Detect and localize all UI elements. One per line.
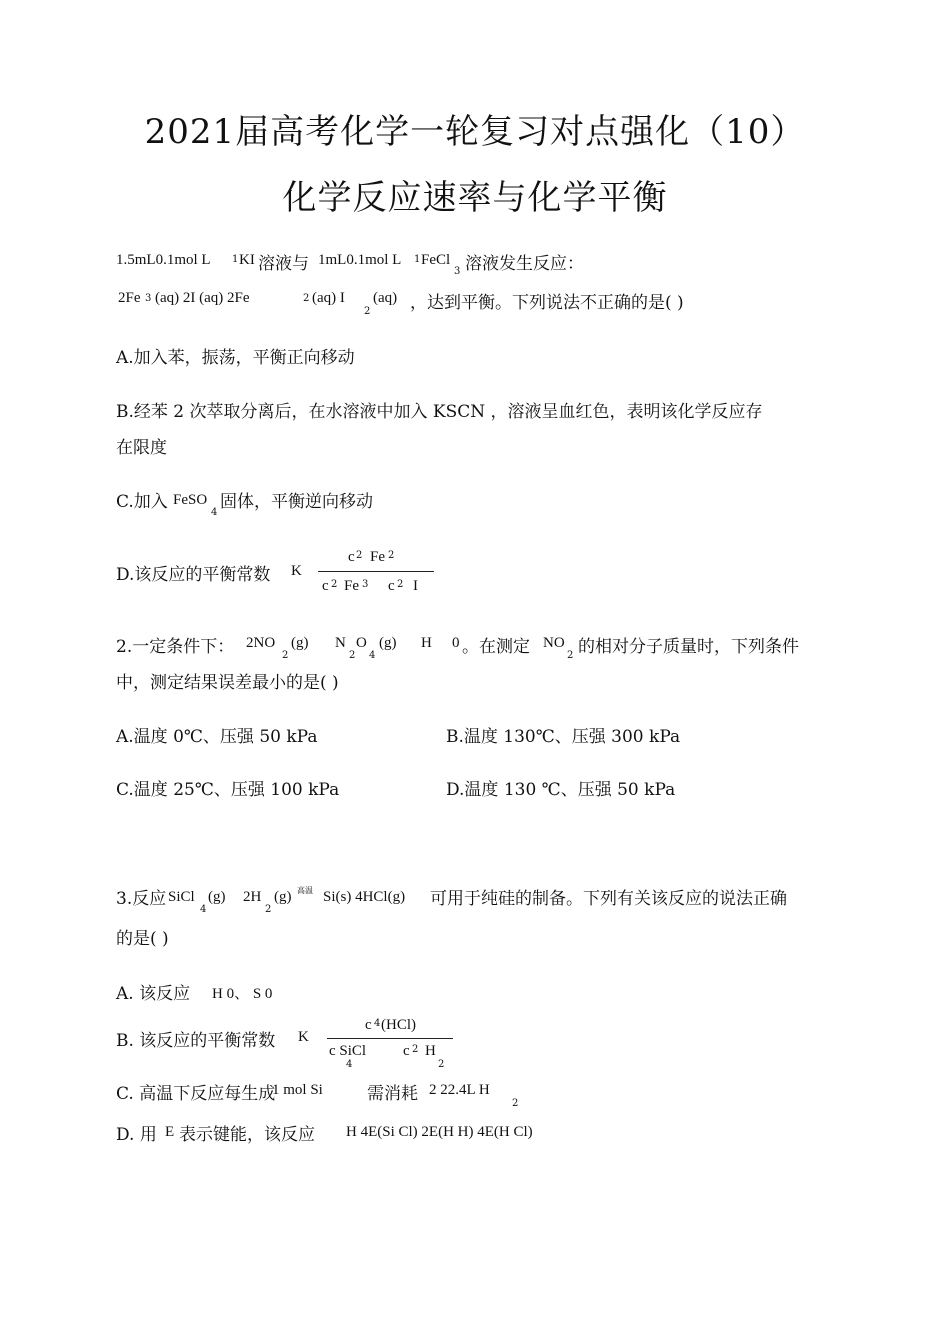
q2-option-c: C.温度 25℃、压强 100 kPa [116,780,340,800]
q1-option-d: D.该反应的平衡常数 [116,565,271,585]
q3-frac-sub: 4 [346,1059,353,1070]
q3-option-b: B. 该反应的平衡常数 [116,1031,276,1051]
q1-frac-den: c [322,578,329,594]
q3-option-c-formula: 2 22.4L H [429,1082,490,1098]
q1-frac-sup: 2 [388,550,395,561]
q1-option-c: C.加入 [116,492,168,512]
q1-subscript: 4 [211,507,218,518]
q3-frac-num: c [365,1017,372,1033]
q1-superscript: 2 [303,293,310,304]
q3-option-d-symbol: E [165,1124,175,1140]
q3-equation: 2H [243,889,262,905]
q3-frac-sub: 2 [438,1059,445,1070]
q3-text: 3.反应 [116,889,167,909]
q1-option-b: B.经苯 2 次萃取分离后，在水溶液中加入 KSCN ，溶液呈血红色，表明该化学反应存 [116,402,763,422]
q3-text: 可用于纯硅的制备。下列有关该反应的说法正确 [430,889,787,909]
q3-frac-num: (HCl) [381,1017,416,1033]
q2-text-line2: 中，测定结果误差最小的是( ) [116,673,339,693]
q1-equation: (aq) I [312,290,345,306]
q3-frac-den: H [425,1043,436,1059]
q3-subscript: 4 [200,904,207,915]
q3-option-c-text: 需消耗 [367,1084,418,1104]
q1-equation: (aq) [373,290,398,306]
q2-equation: (g) [379,635,397,651]
q3-option-a-formula: H 0、 S 0 [212,986,273,1002]
q2-subscript: 2 [567,650,574,661]
q2-equation: N [335,635,346,651]
q3-option-d: D. 用 [116,1125,157,1145]
q2-equation: 2NO [246,635,276,651]
q3-frac-sup: 4 [374,1018,381,1029]
q1-superscript: 3 [145,293,152,304]
q1-question-text: ，达到平衡。下列说法不正确的是( ) [410,293,684,313]
q1-option-c-formula: FeSO [173,492,208,508]
q3-option-a: A. 该反应 [116,984,191,1004]
q2-equation: H [421,635,432,651]
q1-frac-num: Fe [370,549,385,565]
q3-equation: (g) [208,889,226,905]
q1-text: KI [239,252,255,268]
q1-equation: 2Fe [118,290,141,306]
q1-frac-sup: 2 [331,579,338,590]
q3-equation: SiCl [168,889,195,905]
q3-equation: Si(s) 4HCl(g) [323,889,406,905]
q1-option-b-cont: 在限度 [116,438,167,458]
q1-option-d-k: K [291,563,302,579]
q3-option-d-formula: H 4E(Si Cl) 2E(H H) 4E(H Cl) [346,1124,533,1140]
q3-frac-sup: 2 [412,1044,419,1055]
q1-frac-num: c [348,549,355,565]
q2-equation: O [356,635,367,651]
q1-fraction-bar [318,571,434,572]
q3-condition-label: 高温 [297,886,313,895]
q1-subscript: 3 [454,266,461,277]
q1-frac-den: I [413,578,418,594]
q1-text: 溶液与 [258,254,309,274]
q3-subscript: 2 [512,1098,519,1109]
q1-text: FeCl [421,252,451,268]
q3-frac-den: c SiCl [329,1043,367,1059]
q2-option-a: A.温度 0℃、压强 50 kPa [116,727,318,747]
q1-frac-sup: 2 [397,579,404,590]
q3-frac-den: c [403,1043,410,1059]
q3-option-c: C. 高温下反应每生成 [116,1084,276,1104]
q3-equation: (g) [274,889,292,905]
q1-text: 1.5mL0.1mol L [116,252,211,268]
q3-subscript: 2 [265,904,272,915]
q1-frac-sup: 2 [356,550,363,561]
q2-option-b: B.温度 130℃、压强 300 kPa [446,727,681,747]
q3-fraction-bar [327,1038,453,1039]
q1-frac-den: Fe [344,578,359,594]
q2-text: 。在测定 [462,637,530,657]
q1-equation: (aq) 2I (aq) 2Fe [155,290,250,306]
q1-subscript: 2 [364,306,371,317]
q2-text: 2.一定条件下： [116,637,235,657]
q1-text: 1mL0.1mol L [318,252,402,268]
q2-option-d: D.温度 130 ℃、压强 50 kPa [446,780,676,800]
q1-frac-sup: 3 [362,579,369,590]
q1-frac-den: c [388,578,395,594]
q3-text-line2: 的是( ) [116,929,169,949]
q3-option-d-text: 表示键能，该反应 [179,1125,315,1145]
q2-subscript: 4 [369,650,376,661]
title-line-2: 化学反应速率与化学平衡 [282,178,668,218]
q1-option-c-text: 固体，平衡逆向移动 [220,492,373,512]
q2-formula: NO [543,635,565,651]
q1-superscript: 1 [232,254,239,265]
q3-option-b-k: K [298,1029,309,1045]
q1-option-a: A.加入苯，振荡，平衡正向移动 [116,348,355,368]
q2-subscript: 2 [349,650,356,661]
q2-equation: 0 [452,635,460,651]
q1-text: 溶液发生反应： [465,254,584,274]
title-line-1: 2021届高考化学一轮复习对点强化（10） [144,112,806,152]
q3-option-c-formula: 1 mol Si [272,1082,323,1098]
q2-subscript: 2 [282,650,289,661]
q2-text: 的相对分子质量时，下列条件 [578,637,799,657]
q2-equation: (g) [291,635,309,651]
q1-superscript: 1 [414,254,421,265]
